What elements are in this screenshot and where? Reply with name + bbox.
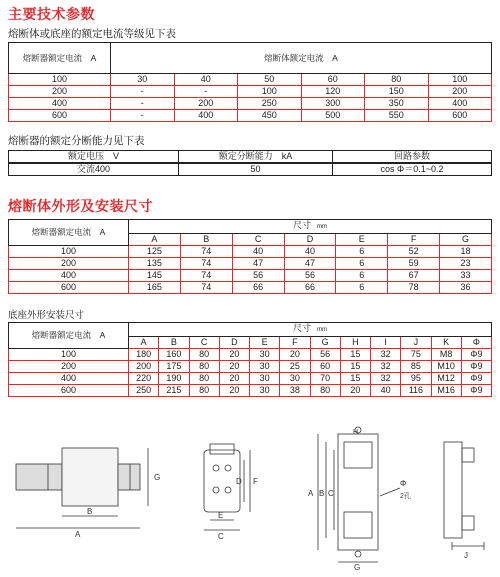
t4-cell: 15 bbox=[340, 349, 370, 361]
t4-cell: M10 bbox=[431, 361, 461, 373]
t4-cell: 15 bbox=[340, 361, 370, 373]
t3-cell: 125 bbox=[129, 246, 181, 258]
base-end-bottom-clip bbox=[462, 516, 474, 530]
t3-cell: 56 bbox=[232, 270, 284, 282]
t1-cell: 200 bbox=[9, 86, 111, 98]
t4-cell: 32 bbox=[371, 373, 401, 385]
t4-letter: A bbox=[129, 337, 159, 349]
table-rated-current bbox=[8, 42, 492, 122]
table-row bbox=[9, 74, 492, 86]
t3-cell: 56 bbox=[284, 270, 336, 282]
t4-cell: 20 bbox=[219, 361, 249, 373]
table-row bbox=[9, 98, 492, 110]
t4-cell: 32 bbox=[371, 349, 401, 361]
t4-cell: Φ9 bbox=[461, 349, 491, 361]
t4-cell: 200 bbox=[9, 361, 129, 373]
t3-cell: 47 bbox=[284, 258, 336, 270]
t4-cell: 75 bbox=[401, 349, 431, 361]
t4-cell: 40 bbox=[371, 385, 401, 397]
table-row bbox=[9, 270, 492, 282]
t3-cell: 100 bbox=[9, 246, 129, 258]
t4-cell: Φ9 bbox=[461, 361, 491, 373]
subtitle-base-dimensions: 底座外形安装尺寸 bbox=[8, 310, 85, 321]
t4-cell: Φ9 bbox=[461, 385, 491, 397]
table-breaking-capacity bbox=[8, 150, 492, 176]
t4-dim-unit: mm bbox=[317, 327, 327, 333]
bolt-hole-icon bbox=[213, 487, 219, 493]
base-label-c: C bbox=[218, 532, 224, 541]
t1-cell: 600 bbox=[9, 110, 111, 122]
t1-cell: 30 bbox=[111, 74, 175, 86]
t4-letter: E bbox=[250, 337, 280, 349]
t4-col-header-rated: 熔断器额定电流 A bbox=[9, 323, 129, 349]
t1-cell: - bbox=[111, 86, 175, 98]
base-front-body bbox=[204, 450, 240, 512]
table-row bbox=[9, 282, 492, 294]
t3-cell: 165 bbox=[129, 282, 181, 294]
side-label-b: B bbox=[319, 489, 325, 498]
fuse-link-drawing bbox=[16, 448, 148, 528]
t4-cell: 215 bbox=[159, 385, 189, 397]
t4-cell: 30 bbox=[250, 373, 280, 385]
t4-cell: 20 bbox=[219, 373, 249, 385]
t4-cell: 30 bbox=[250, 385, 280, 397]
t1-cell: 550 bbox=[365, 110, 429, 122]
section-title-dimensions: 熔断体外形及安装尺寸 bbox=[8, 198, 153, 214]
side-label-2holes: 2孔 bbox=[400, 493, 411, 500]
t1-cell: 80 bbox=[365, 74, 429, 86]
t4-cell: M12 bbox=[431, 373, 461, 385]
t3-cell: 33 bbox=[440, 270, 492, 282]
t3-dim-header bbox=[129, 220, 492, 234]
leader-line bbox=[380, 488, 400, 496]
t4-letter: I bbox=[371, 337, 401, 349]
section-title-technical-params: 主要技术参数 bbox=[8, 6, 95, 22]
table-fuse-dimensions bbox=[8, 219, 492, 294]
side-label-phi: Φ bbox=[400, 479, 407, 488]
t4-cell: 25 bbox=[280, 361, 310, 373]
t4-cell: 15 bbox=[340, 373, 370, 385]
t1-cell: 100 bbox=[9, 74, 111, 86]
t3-cell: 6 bbox=[336, 270, 388, 282]
bolt-hole-icon bbox=[225, 487, 231, 493]
t3-dim-label: 尺寸 bbox=[292, 220, 311, 230]
t4-letter: F bbox=[280, 337, 310, 349]
t4-dim-header bbox=[129, 323, 492, 337]
t4-cell: 32 bbox=[371, 361, 401, 373]
t1-cell: 400 bbox=[9, 98, 111, 110]
t4-dim-label: 尺寸 bbox=[292, 323, 311, 333]
t1-cell: 400 bbox=[428, 98, 492, 110]
t1-col-header-rated: 熔断器额定电流 A bbox=[9, 43, 111, 74]
t4-letter: D bbox=[219, 337, 249, 349]
t4-letter: G bbox=[310, 337, 340, 349]
t3-dim-unit: mm bbox=[317, 224, 327, 230]
t3-letter: E bbox=[336, 234, 388, 246]
t3-cell: 66 bbox=[232, 282, 284, 294]
t4-cell: 38 bbox=[280, 385, 310, 397]
table-base-dimensions bbox=[8, 322, 492, 397]
t3-cell: 23 bbox=[440, 258, 492, 270]
base-label-d: D bbox=[236, 477, 242, 486]
t4-cell: 400 bbox=[9, 373, 129, 385]
t2-header-circuit: 回路参数 bbox=[333, 151, 492, 164]
t4-letter: C bbox=[189, 337, 219, 349]
side-label-c: C bbox=[328, 489, 334, 498]
t3-cell: 59 bbox=[388, 258, 440, 270]
t3-cell: 40 bbox=[232, 246, 284, 258]
base-front-top bbox=[210, 444, 234, 454]
t1-cell: 200 bbox=[174, 98, 238, 110]
t2-cell: 交流400 bbox=[9, 163, 179, 176]
t4-cell: 160 bbox=[159, 349, 189, 361]
t3-cell: 74 bbox=[180, 282, 232, 294]
t1-cell: - bbox=[111, 98, 175, 110]
t2-header-voltage: 额定电压 V bbox=[9, 151, 179, 164]
t1-cell: 120 bbox=[301, 86, 365, 98]
table-row bbox=[9, 373, 492, 385]
t1-cell: 150 bbox=[365, 86, 429, 98]
t3-cell: 78 bbox=[388, 282, 440, 294]
base-side-clip-bottom bbox=[344, 512, 372, 538]
t1-cell: 50 bbox=[238, 74, 302, 86]
fuse-tag-right bbox=[118, 464, 140, 490]
t4-cell: 175 bbox=[159, 361, 189, 373]
fuse-label-a: A bbox=[75, 530, 81, 539]
t3-letter: C bbox=[232, 234, 284, 246]
t4-cell: 220 bbox=[129, 373, 159, 385]
t4-cell: 30 bbox=[250, 349, 280, 361]
t3-cell: 200 bbox=[9, 258, 129, 270]
table-row bbox=[9, 86, 492, 98]
t1-cell: 450 bbox=[238, 110, 302, 122]
base-front-drawing bbox=[204, 444, 250, 530]
side-label-a: A bbox=[308, 489, 314, 498]
subtitle-rated-current-levels: 熔断体或底座的额定电流等级见下表 bbox=[8, 28, 176, 40]
fuse-label-b: B bbox=[87, 507, 93, 516]
table-row bbox=[9, 163, 492, 176]
t4-letter: J bbox=[401, 337, 431, 349]
base-end-body bbox=[444, 442, 462, 538]
t3-cell: 74 bbox=[180, 246, 232, 258]
t4-letter: Φ bbox=[461, 337, 491, 349]
base-label-e: E bbox=[218, 511, 224, 520]
t4-cell: Φ9 bbox=[461, 373, 491, 385]
t4-cell: 80 bbox=[189, 361, 219, 373]
technical-drawings bbox=[8, 420, 492, 570]
t4-cell: 20 bbox=[280, 349, 310, 361]
t4-cell: 20 bbox=[219, 385, 249, 397]
t4-letter: H bbox=[340, 337, 370, 349]
t1-cell: 40 bbox=[174, 74, 238, 86]
t4-cell: 30 bbox=[250, 361, 280, 373]
t1-cell: 60 bbox=[301, 74, 365, 86]
side-label-g: G bbox=[354, 563, 361, 570]
t1-cell: 100 bbox=[238, 86, 302, 98]
t4-cell: 250 bbox=[129, 385, 159, 397]
t1-cell: 500 bbox=[301, 110, 365, 122]
t3-cell: 67 bbox=[388, 270, 440, 282]
t4-cell: 56 bbox=[310, 349, 340, 361]
t4-cell: 85 bbox=[401, 361, 431, 373]
t3-cell: 36 bbox=[440, 282, 492, 294]
table-row bbox=[9, 110, 492, 122]
t4-cell: M16 bbox=[431, 385, 461, 397]
base-label-f: F bbox=[253, 477, 258, 486]
t4-cell: 95 bbox=[401, 373, 431, 385]
t4-cell: 200 bbox=[129, 361, 159, 373]
t3-cell: 74 bbox=[180, 258, 232, 270]
t3-letter: B bbox=[180, 234, 232, 246]
base-end-top-clip bbox=[462, 448, 474, 462]
t2-cell: cos Φ＝0.1~0.2 bbox=[333, 163, 492, 176]
t3-cell: 6 bbox=[336, 282, 388, 294]
t4-cell: 190 bbox=[159, 373, 189, 385]
side-label-h: H bbox=[353, 429, 359, 436]
t3-cell: 6 bbox=[336, 246, 388, 258]
table-row bbox=[9, 258, 492, 270]
t3-cell: 400 bbox=[9, 270, 129, 282]
t2-header-capacity: 额定分断能力 kA bbox=[179, 151, 333, 164]
t3-cell: 135 bbox=[129, 258, 181, 270]
fuse-body bbox=[62, 448, 118, 506]
mounting-hole-icon bbox=[355, 551, 361, 557]
t3-letter: D bbox=[284, 234, 336, 246]
t4-cell: 20 bbox=[340, 385, 370, 397]
t4-letter: K bbox=[431, 337, 461, 349]
t4-cell: 60 bbox=[310, 361, 340, 373]
t4-cell: 70 bbox=[310, 373, 340, 385]
t4-cell: 80 bbox=[189, 349, 219, 361]
fuse-label-g: G bbox=[154, 473, 161, 482]
t1-cell: 250 bbox=[238, 98, 302, 110]
t1-cell: 350 bbox=[365, 98, 429, 110]
drawings-svg bbox=[8, 420, 492, 570]
table-row bbox=[9, 361, 492, 373]
t3-cell: 6 bbox=[336, 258, 388, 270]
table-row bbox=[9, 349, 492, 361]
t4-cell: 180 bbox=[129, 349, 159, 361]
t1-cell: - bbox=[174, 86, 238, 98]
t4-cell: 600 bbox=[9, 385, 129, 397]
t1-cell: 200 bbox=[428, 86, 492, 98]
table-row bbox=[9, 246, 492, 258]
t3-cell: 52 bbox=[388, 246, 440, 258]
t4-cell: 80 bbox=[189, 385, 219, 397]
t3-cell: 66 bbox=[284, 282, 336, 294]
t4-cell: M8 bbox=[431, 349, 461, 361]
subtitle-breaking-capacity: 熔断器的额定分断能力见下表 bbox=[8, 135, 145, 147]
t4-cell: 100 bbox=[9, 349, 129, 361]
t3-letter: G bbox=[440, 234, 492, 246]
t1-cell: 600 bbox=[428, 110, 492, 122]
t3-letter: A bbox=[129, 234, 181, 246]
t3-cell: 18 bbox=[440, 246, 492, 258]
base-end-drawing bbox=[444, 442, 484, 550]
t4-cell: 80 bbox=[189, 373, 219, 385]
bolt-hole-icon bbox=[225, 465, 231, 471]
fuse-tag-left bbox=[16, 464, 62, 490]
t4-cell: 116 bbox=[401, 385, 431, 397]
t2-cell: 50 bbox=[179, 163, 333, 176]
table-row bbox=[9, 385, 492, 397]
t4-cell: 80 bbox=[310, 385, 340, 397]
t4-cell: 30 bbox=[280, 373, 310, 385]
t3-cell: 145 bbox=[129, 270, 181, 282]
t3-cell: 47 bbox=[232, 258, 284, 270]
t1-cell: 300 bbox=[301, 98, 365, 110]
t1-col-header-fuse: 熔断体额定电流 A bbox=[111, 43, 492, 74]
t3-cell: 40 bbox=[284, 246, 336, 258]
base-side-clip-top bbox=[344, 442, 372, 468]
t3-cell: 600 bbox=[9, 282, 129, 294]
t1-cell: 100 bbox=[428, 74, 492, 86]
t3-col-header-rated: 熔断器额定电流 A bbox=[9, 220, 129, 246]
t1-cell: 400 bbox=[174, 110, 238, 122]
t4-cell: 20 bbox=[219, 349, 249, 361]
end-label-j: J bbox=[464, 551, 468, 560]
t1-cell: - bbox=[111, 110, 175, 122]
bolt-hole-icon bbox=[213, 465, 219, 471]
t3-cell: 74 bbox=[180, 270, 232, 282]
t4-letter: B bbox=[159, 337, 189, 349]
t3-letter: F bbox=[388, 234, 440, 246]
